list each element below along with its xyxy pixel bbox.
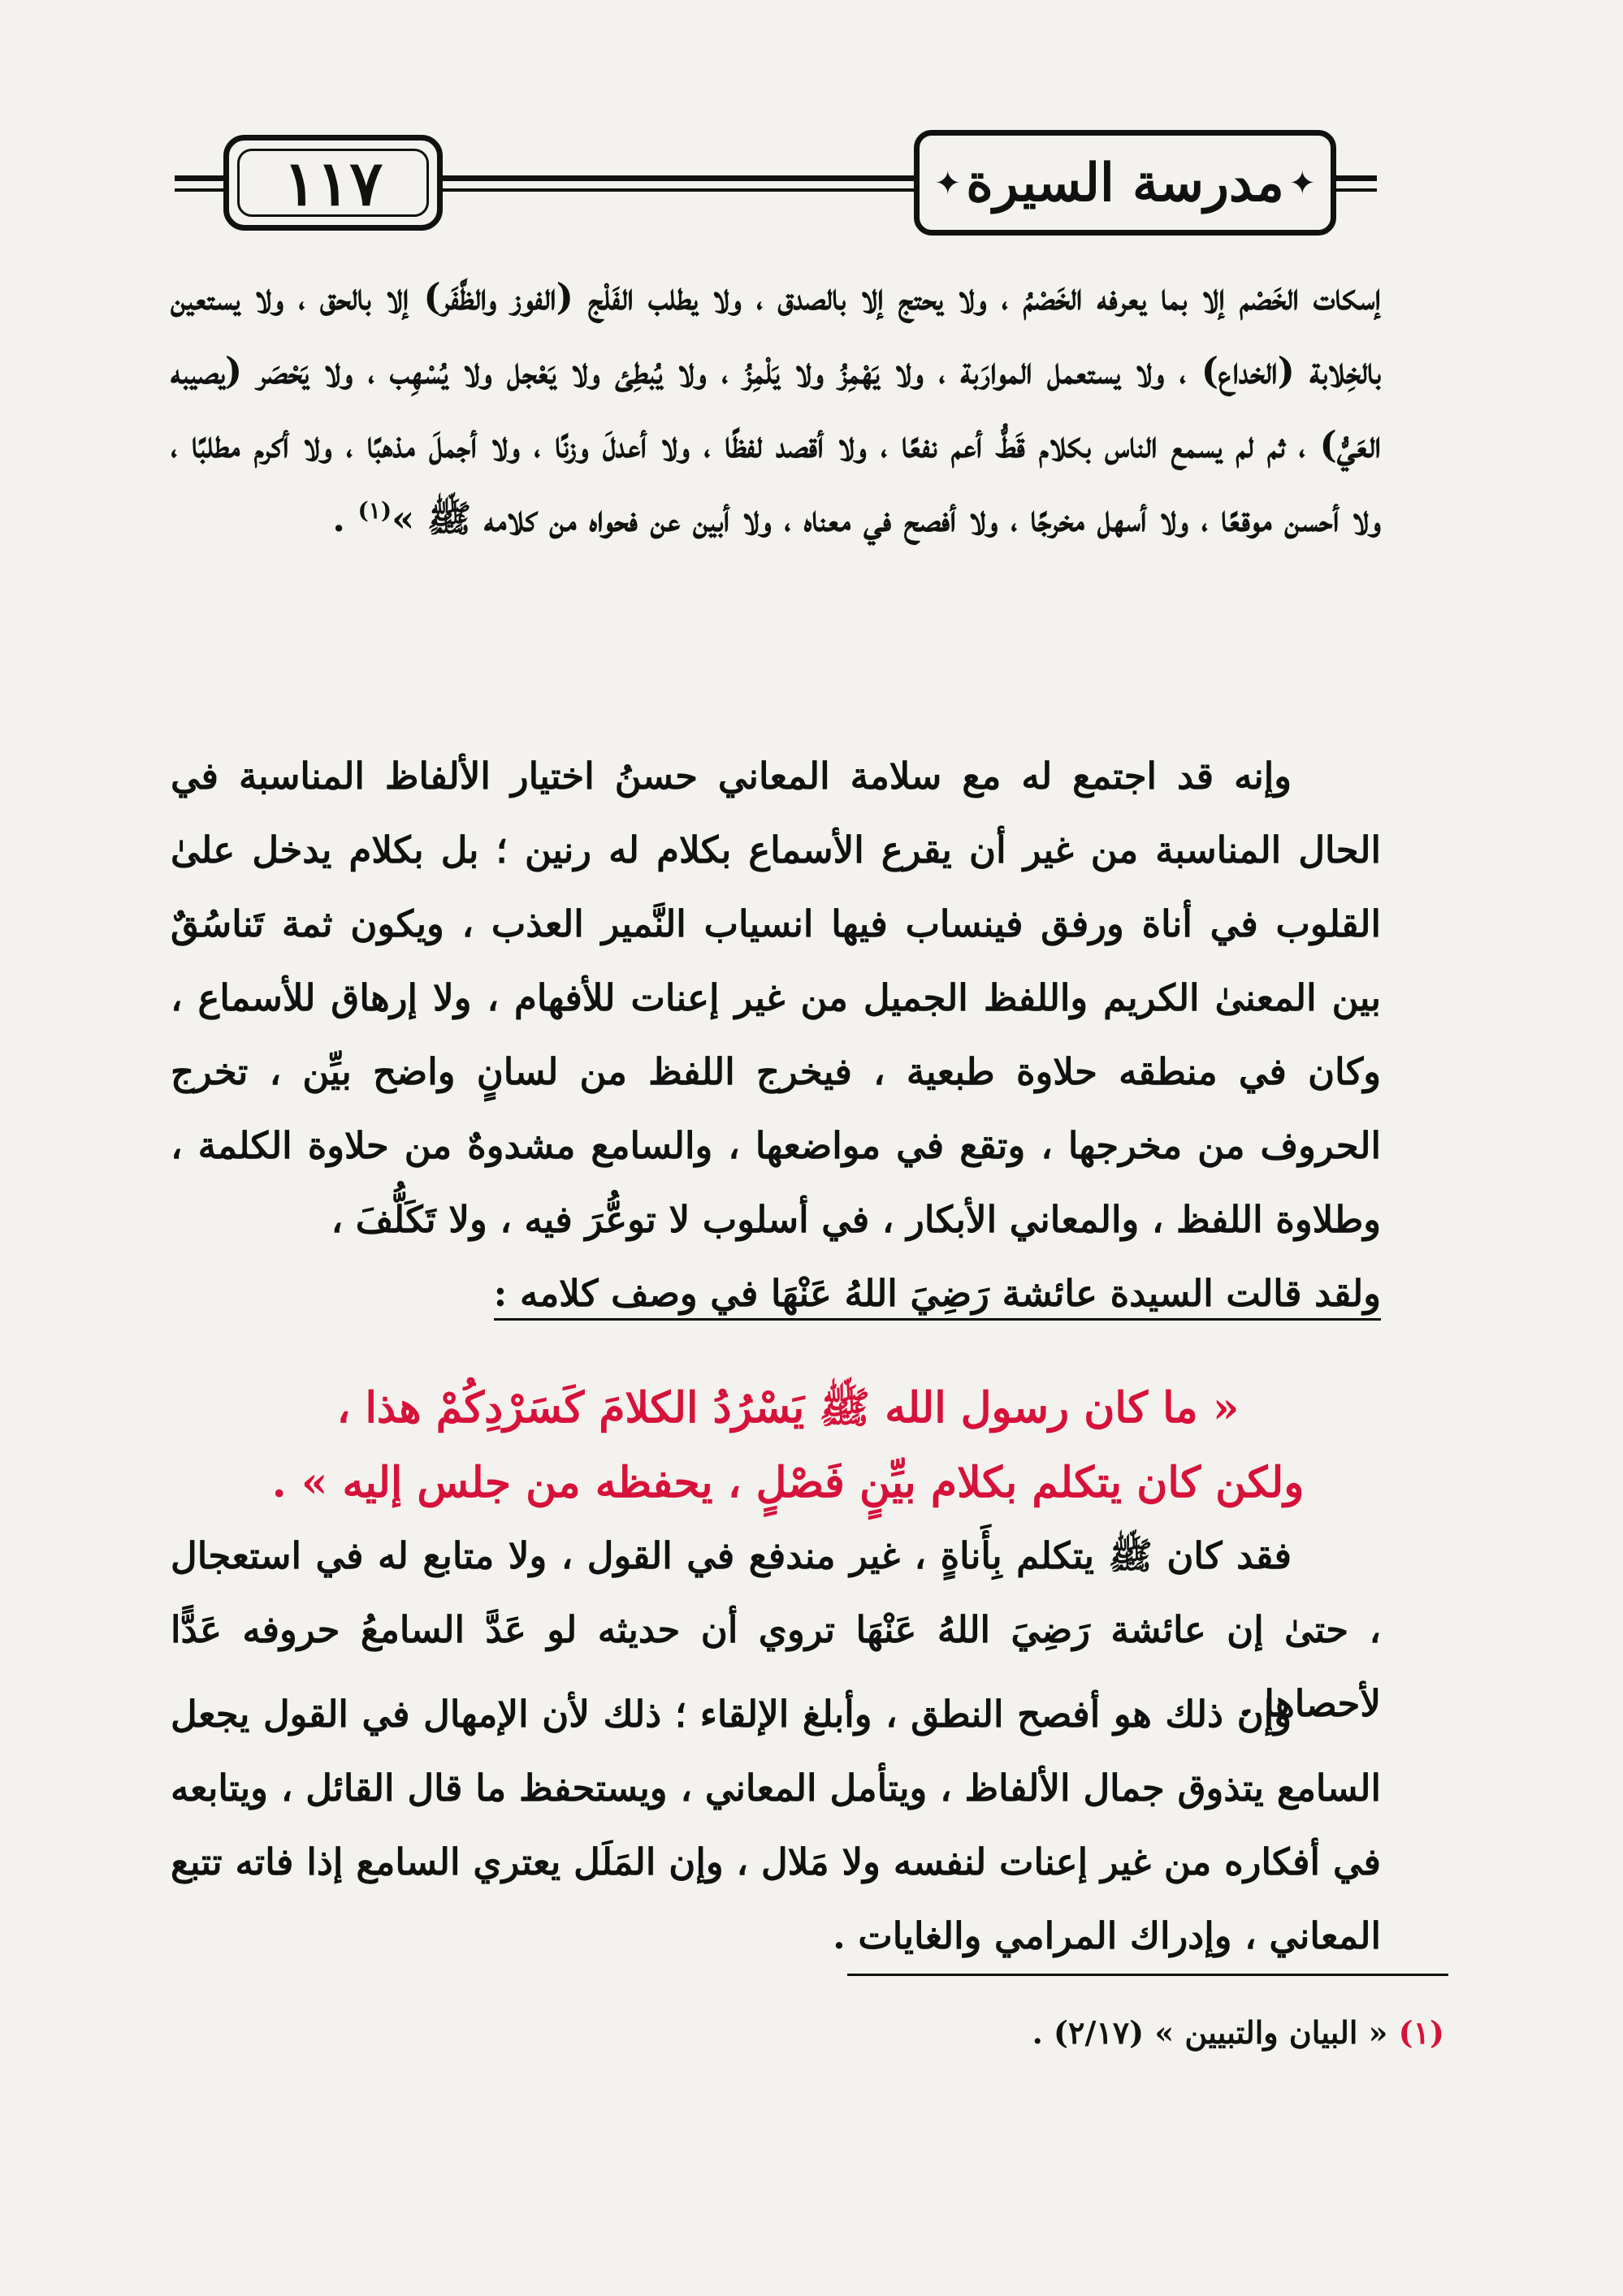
paragraph-1	[171, 260, 1381, 556]
paragraph-4: وإن ذلك هو أفصح النطق ، وأبلغ الإلقاء ؛ ذلك لأن الإمهال في القول يجعل السامع يتذوق جمال الألفاظ ، ويتأمل المعاني ، ويستحفظ ما قال القائل ، ويتابعه في أفكاره من غير إعنات لنفسه ولا مَلال ، وإن المَلَل يعتري السامع إذا فاته تتبع المعاني ، وإدراك المرامي والغايات .	[171, 1693, 1381, 1957]
quote-intro: ولقد قالت السيدة عائشة رَضِيَ اللهُ عَنْهَا في وصف كلامه :	[494, 1272, 1381, 1321]
page-header	[175, 130, 1377, 244]
paragraph-1-block	[171, 260, 1381, 556]
paragraph-1-text: إسكات الخَصْم إلا بما يعرفه الخَصْمُ ، ولا يحتج إلا بالصدق ، ولا يطلب الفَلْج (الفوز والظَّفَر) إلا بالحق ، ولا يستعين بالخِلابة (الخداع) ، ولا يستعمل الموارَبة ، ولا يَهْمِزُ ولا يَلْمِزُ ، ولا يُبطِئ ولا يَعْجل ولا يُسْهِب ، ولا يَحْصَر (يصيبه العَيُّ) ، ثم لم يسمع الناس بكلام قَطُّ أعم نفعًا ، ولا أقصد لفظًا ، ولا أعدلَ وزنًا ، ولا أجملَ مذهبًا ، ولا أكرم مطلبًا ، ولا أحسن موقعًا ، ولا أسهل مخرجًا ، ولا أفصح في معناه ، ولا أبين عن فحواه من كلامه ﷺ »	[171, 275, 1381, 540]
hadith-quote	[211, 1371, 1365, 1520]
paragraph-4-block	[171, 1677, 1381, 1973]
footnote-text: « البيان والتبيين » (٢/١٧) .	[1032, 2014, 1399, 2051]
footnote-number: (١)	[1398, 2014, 1444, 2051]
quote-line-2: ولكن كان يتكلم بكلام بيِّنٍ فَصْلٍ ، يحفظه من جلس إليه » .	[271, 1458, 1305, 1507]
footnote	[307, 2014, 1444, 2051]
page-number: ١١٧	[283, 146, 383, 219]
paragraph-1-end: .	[332, 497, 358, 540]
paragraph-2-last-line	[171, 1256, 1381, 1330]
footnote-divider	[847, 1974, 1448, 1976]
page-number-frame	[223, 135, 443, 231]
paragraph-3: فقد كان ﷺ يتكلم بِأَناةٍ ، غير مندفع في القول ، ولا متابع له في استعجال ، حتىٰ إن عائشة رَضِيَ اللهُ عَنْهَا تروي أن حديثه لو عَدَّ السامعُ حروفه عَدًّا لأحصاها .	[171, 1534, 1381, 1725]
paragraph-2: وإنه قد اجتمع له مع سلامة المعاني حسنُ اختيار الألفاظ المناسبة في الحال المناسبة من غير أن يقرع الأسماع بكلام له رنين ؛ بل بكلام يدخل علىٰ القلوب في أناة ورفق فينساب فيها انسياب النَّمير العذب ، ويكون ثمة تَناسُقٌ بين المعنىٰ الكريم واللفظ الجميل من غير إعنات للأفهام ، ولا إرهاق للأسماع ، وكان في منطقه حلاوة طبعية ، فيخرج اللفظ من لسانٍ واضح بيِّن ، تخرج الحروف من مخرجها ، وتقع في مواضعها ، والسامع مشدوهٌ من حلاوة الكلمة ، وطلاوة اللفظ ، والمعاني الأبكار ، في أسلوب لا توعُّرَ فيه ، ولا تَكَلُّفَ ،	[171, 755, 1381, 1241]
footnote-ref: (١)	[357, 497, 392, 524]
book-title-frame	[914, 130, 1336, 236]
paragraph-2-block	[171, 739, 1381, 1330]
book-title: ✦ مدرسة السيرة	[966, 152, 1284, 214]
quote-line-1: « ما كان رسول الله ﷺ يَسْرُدُ الكلامَ كَسَرْدِكُمْ هذا ،	[336, 1383, 1240, 1433]
